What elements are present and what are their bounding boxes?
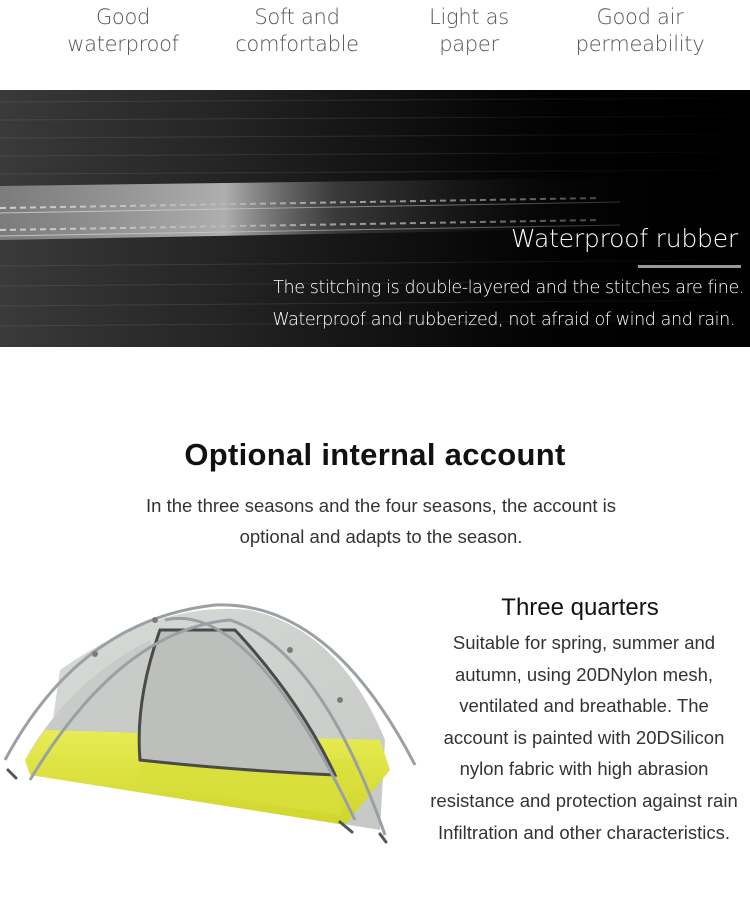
- waterproof-banner: [0, 90, 750, 347]
- feature-lightweight: [394, 4, 544, 58]
- description-title: Three quarters: [501, 594, 659, 621]
- feature-line: comfortable: [235, 32, 359, 56]
- fabric-texture-image: [0, 90, 750, 347]
- banner-text-line: Waterproof and rubberized, not afraid of wind and rain.: [272, 310, 735, 330]
- feature-line: paper: [439, 32, 499, 56]
- feature-strip: [0, 0, 750, 90]
- banner-text-line: The stitching is double-layered and the stitches are fine.: [273, 278, 744, 298]
- feature-line: permeability: [575, 32, 705, 56]
- feature-line: waterproof: [67, 32, 179, 56]
- feature-line: Soft and: [254, 5, 340, 29]
- title-underline: [638, 265, 741, 268]
- section-subtitle: In the three seasons and the four seasons, the account is optional and adapts to the season.: [146, 495, 616, 547]
- feature-comfortable: [222, 4, 372, 58]
- section-title: Optional internal account: [184, 437, 566, 472]
- description-body: Suitable for spring, summer and autumn, using 20DNylon mesh, ventilated and breathable. The account is painted with 20DSilicon nylon fabric with high abrasion resistance and protection against rain Infiltration and other characteristics.: [430, 632, 738, 843]
- tent-image: [0, 590, 425, 850]
- feature-waterproof: [48, 4, 198, 58]
- feature-line: Light as: [429, 5, 509, 29]
- banner-title: Waterproof rubber: [511, 224, 738, 253]
- feature-line: Good air: [596, 5, 684, 29]
- feature-line: Good: [95, 5, 151, 29]
- feature-permeability: [565, 4, 715, 58]
